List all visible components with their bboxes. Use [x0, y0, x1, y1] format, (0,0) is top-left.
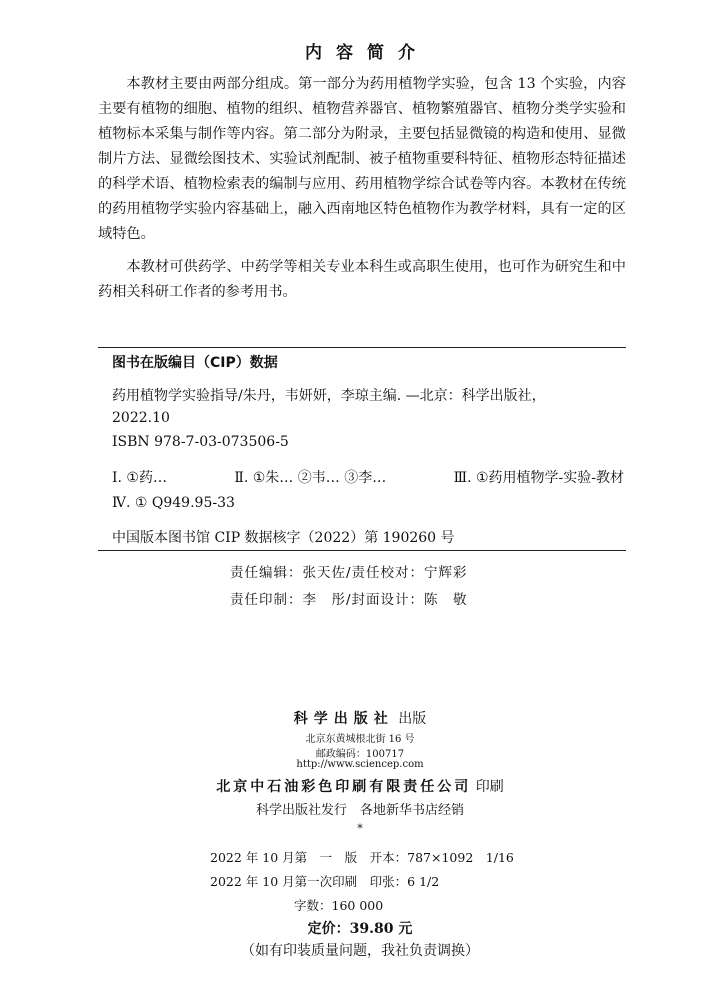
defect-note: （如有印装质量问题，我社负责调换） — [241, 943, 479, 959]
word-count: 字数：160 000 — [294, 898, 384, 913]
publisher-postcode: 邮政编码：100717 — [315, 749, 405, 760]
price: 定价：39.80 元 — [307, 921, 413, 937]
publisher-url: http://www.sciencep.com — [296, 759, 424, 770]
classification-item: Ⅲ. ①药用植物学-实验-教材 — [453, 470, 624, 486]
cip-heading: 图书在版编目（CIP）数据 — [112, 355, 278, 371]
classification-row — [112, 466, 624, 491]
publisher-line — [0, 708, 720, 728]
edition-line-2: 2022 年 10 月第一次印刷 印张：6 1/2 — [210, 874, 440, 889]
distribution-line: 科学出版社发行 各地新华书店经销 — [255, 803, 464, 818]
printer-line — [0, 776, 720, 796]
edition-line-1: 2022 年 10 月第 一 版 开本：787×1092 1/16 — [210, 850, 514, 865]
intro-paragraph-1: 本教材主要由两部分组成。第一部分为药用植物学实验，包含 13 个实验，内容主要有植物的细胞、植物的组织、植物营养器官、植物繁殖器官、植物分类学实验和植物标本采集与制作等内容。第二部分为附录，主要包括显微镜的构造和使用、显微制片方法、显微绘图技术、实验试剂配制、被子植物重要科特征、植物形态特征描述的科学术语、植物检索表的编制与应用、药用植物学综合试卷等内容。本教材在传统的药用植物学实验内容基础上，融入西南地区特色植物作为教学材料，具有一定的区域特色。 — [98, 76, 626, 242]
isbn: ISBN 978-7-03-073506-5 — [112, 434, 289, 450]
cip-top-rule — [98, 347, 626, 348]
separator-star: * — [357, 822, 363, 835]
classification-item: Ⅱ. ①朱… ②韦… ③李… — [234, 470, 387, 486]
cip-classification — [112, 466, 624, 516]
classification-item: Ⅰ. ①药… — [112, 470, 167, 486]
publisher-suffix: 出版 — [398, 711, 427, 727]
publisher-address: 北京东黄城根北街 16 号 — [305, 734, 415, 745]
publisher-name: 科学出版社 — [293, 711, 394, 727]
cip-number: 中国版本图书馆 CIP 数据核字（2022）第 190260 号 — [112, 530, 455, 546]
intro-title: 内容简介 — [305, 43, 429, 63]
printer-suffix: 印刷 — [475, 779, 504, 795]
cip-description-line-2: 2022.10 — [112, 410, 170, 426]
credits-production: 责任印制：李 彤/封面设计：陈 敬 — [230, 592, 468, 608]
cip-description-line-1: 药用植物学实验指导/朱丹，韦妍妍，李琼主编. —北京：科学出版社， — [112, 388, 546, 404]
classification-line-2: Ⅳ. ① Q949.95-33 — [112, 495, 235, 511]
printer-name: 北京中石油彩色印刷有限责任公司 — [216, 779, 472, 795]
intro-paragraph-2: 本教材可供药学、中药学等相关专业本科生或高职生使用，也可作为研究生和中药相关科研工作者的参考用书。 — [98, 259, 626, 300]
cip-bottom-rule — [98, 550, 626, 551]
credits-editors: 责任编辑：张天佐/责任校对：宁辉彩 — [230, 565, 468, 581]
